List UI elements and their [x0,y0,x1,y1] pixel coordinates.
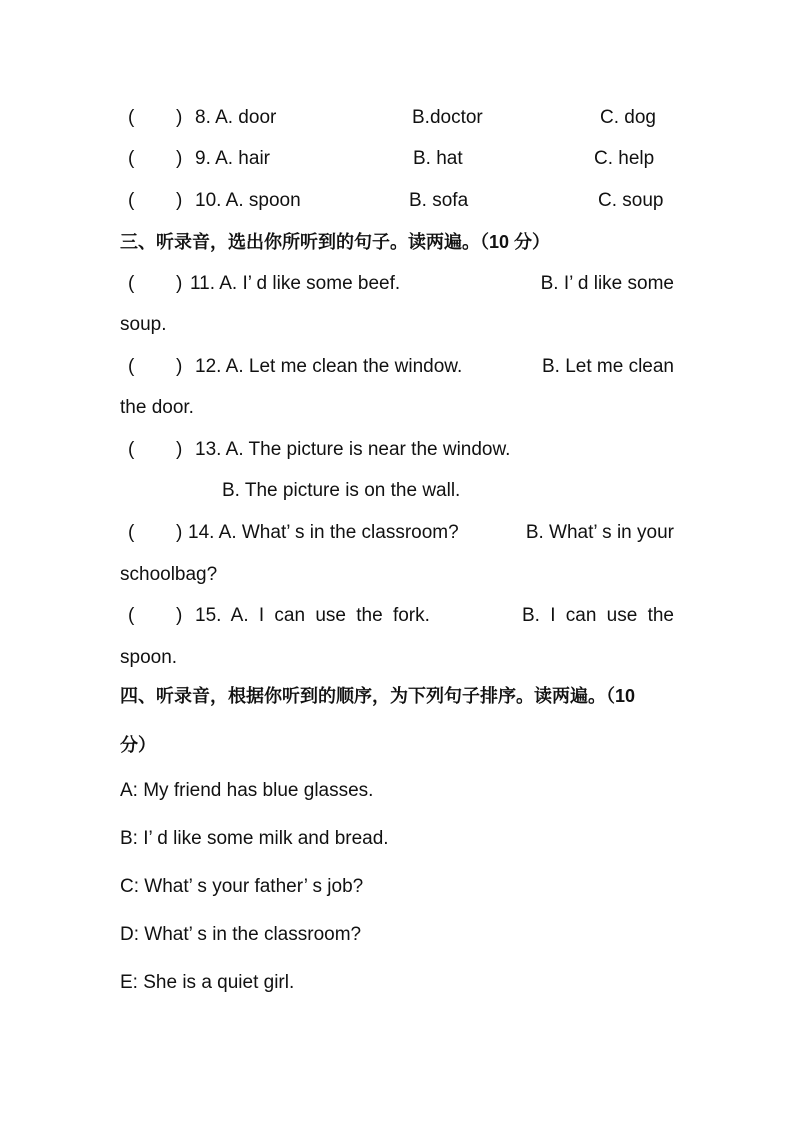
q11-option-a: 11. A. I’ d like some beef. [190,273,401,294]
q14-continuation: schoolbag? [120,564,218,585]
sentence-b: B: I’ d like some milk and bread. [120,828,389,849]
answer-paren-close: ) [176,148,183,169]
q11-continuation: soup. [120,314,167,335]
section-4-heading-cont: 分） [120,735,156,755]
q12-continuation: the door. [120,397,194,418]
q15-option-b: B. I can use the [521,605,674,626]
q11-option-b: B. I’ d like some [540,273,674,294]
q9-option-a: 9. A. hair [195,148,270,169]
sentence-c: C: What’ s your father’ s job? [120,876,364,897]
answer-paren-close: ) [176,107,183,128]
answer-paren-open: ( [128,356,135,377]
q13-option-b: B. The picture is on the wall. [222,480,461,501]
q8-option-c: C. dog [600,107,656,128]
q10-option-a: 10. A. spoon [195,190,301,211]
q8-option-a: 8. A. door [195,107,277,128]
q12-option-a: 12. A. Let me clean the window. [195,356,463,377]
answer-paren-open: ( [128,273,135,294]
answer-paren-close: ) [176,190,183,211]
answer-paren-close: ) [176,605,183,626]
answer-paren-close: ) [176,439,183,460]
sentence-d: D: What’ s in the classroom? [120,924,362,945]
q15-option-a: 15. A. I can use the fork. [195,605,430,626]
q14-option-a: 14. A. What’ s in the classroom? [188,522,459,543]
section-3-heading: 三、听录音，选出你所听到的句子。读两遍。（10 分） [120,232,551,252]
answer-paren-open: ( [128,522,135,543]
sentence-e: E: She is a quiet girl. [120,972,295,993]
q8-option-b: B.doctor [412,107,483,128]
answer-paren-open: ( [128,148,135,169]
section-4-heading: 四、听录音，根据你听到的顺序，为下列句子排序。读两遍。（10 [120,686,636,706]
q12-option-b: B. Let me clean [541,356,674,377]
answer-paren-close: ) [176,273,183,294]
answer-paren-open: ( [128,439,135,460]
q9-option-c: C. help [594,148,655,169]
q10-option-c: C. soup [598,190,664,211]
q13-option-a: 13. A. The picture is near the window. [195,439,511,460]
answer-paren-open: ( [128,107,135,128]
q14-option-b: B. What’ s in your [525,522,674,543]
q10-option-b: B. sofa [409,190,469,211]
q15-continuation: spoon. [120,647,178,668]
q9-option-b: B. hat [413,148,463,169]
answer-paren-close: ) [176,522,183,543]
sentence-a: A: My friend has blue glasses. [120,780,374,801]
answer-paren-close: ) [176,356,183,377]
answer-paren-open: ( [128,190,135,211]
answer-paren-open: ( [128,605,135,626]
